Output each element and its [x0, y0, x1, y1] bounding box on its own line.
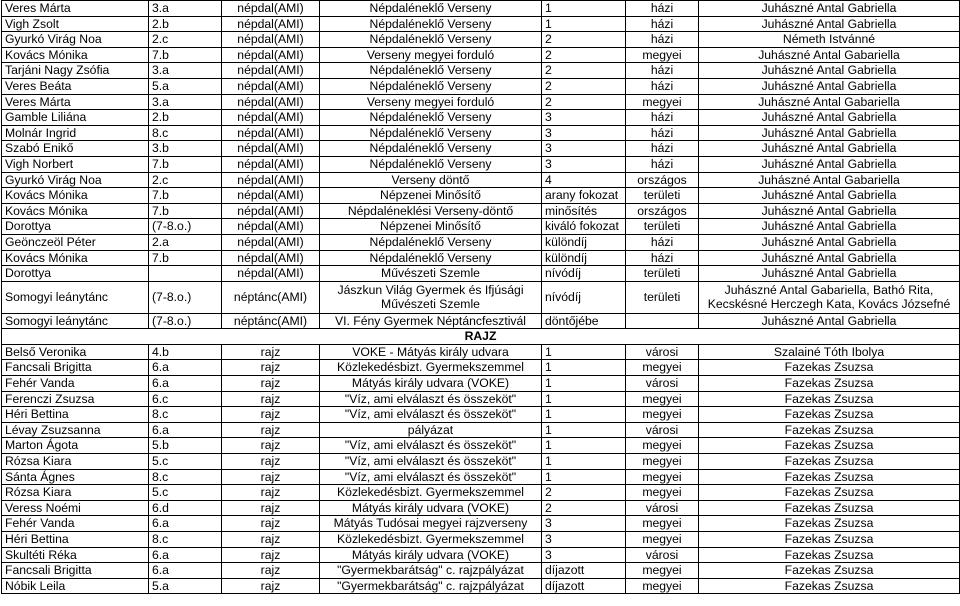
student-name-cell: Geönczeöl Péter: [2, 234, 149, 250]
student-name-cell: Dorottya: [2, 219, 149, 235]
class-cell: 2.b: [149, 16, 222, 32]
teacher-cell: Fazekas Zsuzsa: [699, 532, 960, 548]
competition-cell: VI. Fény Gyermek Néptáncfesztivál: [320, 313, 542, 329]
student-name-cell: Veres Márta: [2, 94, 149, 110]
teacher-cell: Fazekas Zsuzsa: [699, 578, 960, 594]
result-cell: 1: [542, 16, 626, 32]
class-cell: [149, 266, 222, 282]
competition-cell: Mátyás Tudósai megyei rajzverseny: [320, 516, 542, 532]
result-cell: 1: [542, 469, 626, 485]
teacher-cell: Juhászné Antal Gabariella: [699, 47, 960, 63]
result-cell: 1: [542, 454, 626, 470]
level-cell: házi: [626, 1, 699, 17]
teacher-cell: Juhászné Antal Gabriella: [699, 1, 960, 17]
category-cell: népdal(AMI): [222, 125, 320, 141]
competition-cell: Mátyás király udvara (VOKE): [320, 500, 542, 516]
category-cell: népdal(AMI): [222, 266, 320, 282]
teacher-cell: Fazekas Zsuzsa: [699, 422, 960, 438]
table-row: [2, 376, 960, 392]
competition-cell: "Víz, ami elválaszt és összeköt": [320, 438, 542, 454]
table-row: [2, 313, 960, 329]
category-cell: népdal(AMI): [222, 219, 320, 235]
student-name-cell: Lévay Zsuzsanna: [2, 422, 149, 438]
table-row: [2, 125, 960, 141]
teacher-cell: Fazekas Zsuzsa: [699, 360, 960, 376]
table-row: [2, 469, 960, 485]
table-row: [2, 203, 960, 219]
competition-cell: Közlekedésbizt. Gyermekszemmel: [320, 485, 542, 501]
student-name-cell: Fehér Vanda: [2, 376, 149, 392]
student-name-cell: Gyurkó Virág Noa: [2, 172, 149, 188]
student-name-cell: Molnár Ingrid: [2, 125, 149, 141]
table-row: [2, 63, 960, 79]
table-row: [2, 47, 960, 63]
class-cell: 2.b: [149, 110, 222, 126]
student-name-cell: Skultéti Réka: [2, 547, 149, 563]
result-cell: 1: [542, 438, 626, 454]
level-cell: megyei: [626, 516, 699, 532]
table-row: [2, 110, 960, 126]
category-cell: népdal(AMI): [222, 156, 320, 172]
table-row: [2, 547, 960, 563]
results-table: [1, 0, 960, 594]
category-cell: néptánc(AMI): [222, 313, 320, 329]
competition-cell: Verseny megyei forduló: [320, 47, 542, 63]
result-cell: 3: [542, 532, 626, 548]
teacher-cell: Juhászné Antal Gabriella: [699, 313, 960, 329]
category-cell: rajz: [222, 485, 320, 501]
result-cell: különdíj: [542, 250, 626, 266]
level-cell: megyei: [626, 438, 699, 454]
category-cell: népdal(AMI): [222, 47, 320, 63]
result-cell: 2: [542, 485, 626, 501]
student-name-cell: Dorottya: [2, 266, 149, 282]
level-cell: házi: [626, 110, 699, 126]
result-cell: minősítés: [542, 203, 626, 219]
result-cell: 3: [542, 547, 626, 563]
student-name-cell: Marton Ágota: [2, 438, 149, 454]
class-cell: 4.b: [149, 344, 222, 360]
class-cell: (7-8.o.): [149, 219, 222, 235]
result-cell: döntőjébe: [542, 313, 626, 329]
competition-cell: pályázat: [320, 422, 542, 438]
table-row: [2, 438, 960, 454]
result-cell: díjazott: [542, 578, 626, 594]
competition-cell: Művészeti Szemle: [320, 266, 542, 282]
level-cell: megyei: [626, 485, 699, 501]
class-cell: 3.b: [149, 141, 222, 157]
table-row: [2, 281, 960, 313]
class-cell: 8.c: [149, 407, 222, 423]
competition-cell: VOKE - Mátyás király udvara: [320, 344, 542, 360]
teacher-cell: Juhászné Antal Gabriella: [699, 16, 960, 32]
student-name-cell: Kovács Mónika: [2, 188, 149, 204]
class-cell: 6.c: [149, 391, 222, 407]
student-name-cell: Héri Bettina: [2, 532, 149, 548]
competition-cell: Népdaléneklő Verseny: [320, 125, 542, 141]
competition-cell: Népdaléneklő Verseny: [320, 156, 542, 172]
category-cell: népdal(AMI): [222, 32, 320, 48]
category-cell: népdal(AMI): [222, 63, 320, 79]
student-name-cell: Kovács Mónika: [2, 47, 149, 63]
result-cell: 1: [542, 360, 626, 376]
teacher-cell: Juhászné Antal Gabriella: [699, 266, 960, 282]
competition-cell: "Gyermekbarátság" c. rajzpályázat: [320, 563, 542, 579]
level-cell: megyei: [626, 563, 699, 579]
class-cell: (7-8.o.): [149, 281, 222, 313]
student-name-cell: Fancsali Brigitta: [2, 360, 149, 376]
result-cell: nívódíj: [542, 281, 626, 313]
student-name-cell: Fehér Vanda: [2, 516, 149, 532]
teacher-cell: Fazekas Zsuzsa: [699, 516, 960, 532]
category-cell: népdal(AMI): [222, 188, 320, 204]
result-cell: 3: [542, 125, 626, 141]
result-cell: 4: [542, 172, 626, 188]
result-cell: 2: [542, 94, 626, 110]
result-cell: 1: [542, 1, 626, 17]
result-cell: 3: [542, 156, 626, 172]
class-cell: 5.a: [149, 578, 222, 594]
level-cell: házi: [626, 63, 699, 79]
teacher-cell: Fazekas Zsuzsa: [699, 407, 960, 423]
result-cell: 1: [542, 344, 626, 360]
teacher-cell: Fazekas Zsuzsa: [699, 563, 960, 579]
class-cell: 8.c: [149, 125, 222, 141]
student-name-cell: Kovács Mónika: [2, 203, 149, 219]
class-cell: 5.c: [149, 454, 222, 470]
class-cell: 3.a: [149, 63, 222, 79]
category-cell: rajz: [222, 422, 320, 438]
competition-cell: Népdaléneklő Verseny: [320, 234, 542, 250]
result-cell: 2: [542, 47, 626, 63]
level-cell: házi: [626, 16, 699, 32]
competition-cell: Népdaléneklő Verseny: [320, 250, 542, 266]
level-cell: házi: [626, 32, 699, 48]
student-name-cell: Rózsa Kiara: [2, 485, 149, 501]
student-name-cell: Vigh Norbert: [2, 156, 149, 172]
category-cell: rajz: [222, 516, 320, 532]
class-cell: (7-8.o.): [149, 313, 222, 329]
teacher-cell: Juhászné Antal Gabriella: [699, 78, 960, 94]
table-row: [2, 360, 960, 376]
result-cell: 1: [542, 391, 626, 407]
class-cell: 7.b: [149, 188, 222, 204]
category-cell: népdal(AMI): [222, 16, 320, 32]
level-cell: városi: [626, 500, 699, 516]
level-cell: házi: [626, 78, 699, 94]
competition-cell: Közlekedésbizt. Gyermekszemmel: [320, 360, 542, 376]
teacher-cell: Juhászné Antal Gabariella, Bathó Rita, Kecskésné Herczegh Kata, Kovács Józsefné: [699, 281, 960, 313]
level-cell: házi: [626, 141, 699, 157]
level-cell: megyei: [626, 360, 699, 376]
class-cell: 7.b: [149, 47, 222, 63]
class-cell: 8.c: [149, 469, 222, 485]
student-name-cell: Gamble Liliána: [2, 110, 149, 126]
student-name-cell: Veres Márta: [2, 1, 149, 17]
table-row: [2, 172, 960, 188]
teacher-cell: Fazekas Zsuzsa: [699, 500, 960, 516]
level-cell: területi: [626, 219, 699, 235]
category-cell: népdal(AMI): [222, 94, 320, 110]
competition-cell: Népdaléneklő Verseny: [320, 16, 542, 32]
result-cell: különdíj: [542, 234, 626, 250]
result-cell: kiváló fokozat: [542, 219, 626, 235]
result-cell: díjazott: [542, 563, 626, 579]
student-name-cell: Veress Noémi: [2, 500, 149, 516]
level-cell: házi: [626, 250, 699, 266]
teacher-cell: Németh Istvánné: [699, 32, 960, 48]
competition-cell: Népzenei Minősítő: [320, 219, 542, 235]
level-cell: megyei: [626, 469, 699, 485]
category-cell: rajz: [222, 360, 320, 376]
student-name-cell: Somogyi leánytánc: [2, 281, 149, 313]
level-cell: területi: [626, 281, 699, 313]
class-cell: 6.a: [149, 376, 222, 392]
table-row: [2, 1, 960, 17]
level-cell: városi: [626, 547, 699, 563]
category-cell: népdal(AMI): [222, 203, 320, 219]
teacher-cell: Fazekas Zsuzsa: [699, 391, 960, 407]
student-name-cell: Nóbik Leila: [2, 578, 149, 594]
class-cell: 8.c: [149, 532, 222, 548]
competition-cell: "Gyermekbarátság" c. rajzpályázat: [320, 578, 542, 594]
level-cell: házi: [626, 156, 699, 172]
competition-cell: Jászkun Világ Gyermek és Ifjúsági Művészeti Szemle: [320, 281, 542, 313]
category-cell: rajz: [222, 344, 320, 360]
student-name-cell: Veres Beáta: [2, 78, 149, 94]
competition-cell: Népdaléneklő Verseny: [320, 78, 542, 94]
teacher-cell: Fazekas Zsuzsa: [699, 376, 960, 392]
competition-cell: "Víz, ami elválaszt és összeköt": [320, 391, 542, 407]
competition-cell: Népdaléneklő Verseny: [320, 63, 542, 79]
teacher-cell: Fazekas Zsuzsa: [699, 547, 960, 563]
table-row: [2, 422, 960, 438]
table-row: [2, 391, 960, 407]
category-cell: népdal(AMI): [222, 250, 320, 266]
competition-cell: Mátyás király udvara (VOKE): [320, 547, 542, 563]
student-name-cell: Somogyi leánytánc: [2, 313, 149, 329]
table-row: [2, 141, 960, 157]
result-cell: 3: [542, 141, 626, 157]
category-cell: rajz: [222, 391, 320, 407]
result-cell: 1: [542, 422, 626, 438]
level-cell: [626, 313, 699, 329]
table-row: [2, 485, 960, 501]
section-header-row: [2, 329, 960, 345]
level-cell: megyei: [626, 391, 699, 407]
student-name-cell: Ferenczi Zsuzsa: [2, 391, 149, 407]
level-cell: megyei: [626, 94, 699, 110]
table-row: [2, 32, 960, 48]
class-cell: 2.a: [149, 234, 222, 250]
table-row: [2, 94, 960, 110]
class-cell: 3.a: [149, 1, 222, 17]
table-row: [2, 516, 960, 532]
result-cell: 2: [542, 500, 626, 516]
result-cell: 1: [542, 407, 626, 423]
student-name-cell: Belső Veronika: [2, 344, 149, 360]
student-name-cell: Vigh Zsolt: [2, 16, 149, 32]
category-cell: néptánc(AMI): [222, 281, 320, 313]
category-cell: népdal(AMI): [222, 1, 320, 17]
student-name-cell: Fancsali Brigitta: [2, 563, 149, 579]
class-cell: 2.c: [149, 32, 222, 48]
level-cell: országos: [626, 172, 699, 188]
student-name-cell: Héri Bettina: [2, 407, 149, 423]
class-cell: 6.a: [149, 422, 222, 438]
student-name-cell: Szabó Enikő: [2, 141, 149, 157]
level-cell: városi: [626, 422, 699, 438]
class-cell: 6.a: [149, 360, 222, 376]
teacher-cell: Juhászné Antal Gabriella: [699, 203, 960, 219]
table-row: [2, 578, 960, 594]
teacher-cell: Juhászné Antal Gabriella: [699, 63, 960, 79]
level-cell: területi: [626, 266, 699, 282]
table-row: [2, 219, 960, 235]
result-cell: 3: [542, 110, 626, 126]
category-cell: népdal(AMI): [222, 141, 320, 157]
category-cell: népdal(AMI): [222, 172, 320, 188]
category-cell: rajz: [222, 578, 320, 594]
teacher-cell: Fazekas Zsuzsa: [699, 485, 960, 501]
class-cell: 2.c: [149, 172, 222, 188]
class-cell: 3.a: [149, 94, 222, 110]
category-cell: rajz: [222, 532, 320, 548]
competition-cell: "Víz, ami elválaszt és összeköt": [320, 407, 542, 423]
teacher-cell: Juhászné Antal Gabriella: [699, 110, 960, 126]
teacher-cell: Fazekas Zsuzsa: [699, 469, 960, 485]
table-row: [2, 16, 960, 32]
student-name-cell: Sánta Ágnes: [2, 469, 149, 485]
category-cell: rajz: [222, 547, 320, 563]
table-row: [2, 266, 960, 282]
teacher-cell: Juhászné Antal Gabariella: [699, 172, 960, 188]
level-cell: megyei: [626, 532, 699, 548]
teacher-cell: Fazekas Zsuzsa: [699, 454, 960, 470]
competition-cell: "Víz, ami elválaszt és összeköt": [320, 454, 542, 470]
competition-cell: Közlekedésbizt. Gyermekszemmel: [320, 532, 542, 548]
class-cell: 7.b: [149, 203, 222, 219]
competition-cell: Népzenei Minősítő: [320, 188, 542, 204]
class-cell: 5.a: [149, 78, 222, 94]
class-cell: 6.d: [149, 500, 222, 516]
teacher-cell: Juhászné Antal Gabriella: [699, 188, 960, 204]
table-row: [2, 407, 960, 423]
table-row: [2, 454, 960, 470]
section-title: RAJZ: [2, 329, 960, 345]
result-cell: 2: [542, 63, 626, 79]
result-cell: 1: [542, 376, 626, 392]
level-cell: megyei: [626, 407, 699, 423]
teacher-cell: Fazekas Zsuzsa: [699, 438, 960, 454]
table-row: [2, 188, 960, 204]
category-cell: népdal(AMI): [222, 110, 320, 126]
student-name-cell: Kovács Mónika: [2, 250, 149, 266]
level-cell: megyei: [626, 47, 699, 63]
table-row: [2, 500, 960, 516]
competition-cell: Népdaléneklő Verseny: [320, 141, 542, 157]
category-cell: népdal(AMI): [222, 234, 320, 250]
class-cell: 6.a: [149, 563, 222, 579]
competition-cell: Verseny megyei forduló: [320, 94, 542, 110]
class-cell: 5.c: [149, 485, 222, 501]
class-cell: 5.b: [149, 438, 222, 454]
category-cell: rajz: [222, 438, 320, 454]
category-cell: rajz: [222, 376, 320, 392]
category-cell: rajz: [222, 563, 320, 579]
category-cell: rajz: [222, 407, 320, 423]
competition-cell: Mátyás király udvara (VOKE): [320, 376, 542, 392]
level-cell: városi: [626, 344, 699, 360]
result-cell: 2: [542, 78, 626, 94]
category-cell: népdal(AMI): [222, 78, 320, 94]
table-row: [2, 344, 960, 360]
competition-cell: Népdaléneklő Verseny: [320, 1, 542, 17]
table-row: [2, 250, 960, 266]
result-cell: arany fokozat: [542, 188, 626, 204]
class-cell: 7.b: [149, 250, 222, 266]
category-cell: rajz: [222, 500, 320, 516]
class-cell: 6.a: [149, 516, 222, 532]
student-name-cell: Rózsa Kiara: [2, 454, 149, 470]
teacher-cell: Juhászné Antal Gabriella: [699, 219, 960, 235]
teacher-cell: Juhászné Antal Gabriella: [699, 125, 960, 141]
level-cell: megyei: [626, 578, 699, 594]
teacher-cell: Juhászné Antal Gabriella: [699, 234, 960, 250]
table-row: [2, 532, 960, 548]
table-row: [2, 234, 960, 250]
teacher-cell: Juhászné Antal Gabariella: [699, 94, 960, 110]
competition-cell: Verseny döntő: [320, 172, 542, 188]
teacher-cell: Szalainé Tóth Ibolya: [699, 344, 960, 360]
student-name-cell: Tarjáni Nagy Zsófia: [2, 63, 149, 79]
result-cell: 2: [542, 32, 626, 48]
student-name-cell: Gyurkó Virág Noa: [2, 32, 149, 48]
class-cell: 7.b: [149, 156, 222, 172]
teacher-cell: Juhászné Antal Gabriella: [699, 141, 960, 157]
level-cell: városi: [626, 376, 699, 392]
category-cell: rajz: [222, 469, 320, 485]
teacher-cell: Juhászné Antal Gabriella: [699, 156, 960, 172]
level-cell: házi: [626, 234, 699, 250]
table-row: [2, 78, 960, 94]
level-cell: házi: [626, 125, 699, 141]
competition-cell: Népdaléneklő Verseny: [320, 110, 542, 126]
table-row: [2, 156, 960, 172]
result-cell: nívódíj: [542, 266, 626, 282]
level-cell: megyei: [626, 454, 699, 470]
category-cell: rajz: [222, 454, 320, 470]
teacher-cell: Juhászné Antal Gabriella: [699, 250, 960, 266]
class-cell: 6.a: [149, 547, 222, 563]
level-cell: országos: [626, 203, 699, 219]
table-row: [2, 563, 960, 579]
competition-cell: Népdaléneklési Verseny-döntő: [320, 203, 542, 219]
level-cell: területi: [626, 188, 699, 204]
competition-cell: Népdaléneklő Verseny: [320, 32, 542, 48]
result-cell: 3: [542, 516, 626, 532]
competition-cell: "Víz, ami elválaszt és összeköt": [320, 469, 542, 485]
